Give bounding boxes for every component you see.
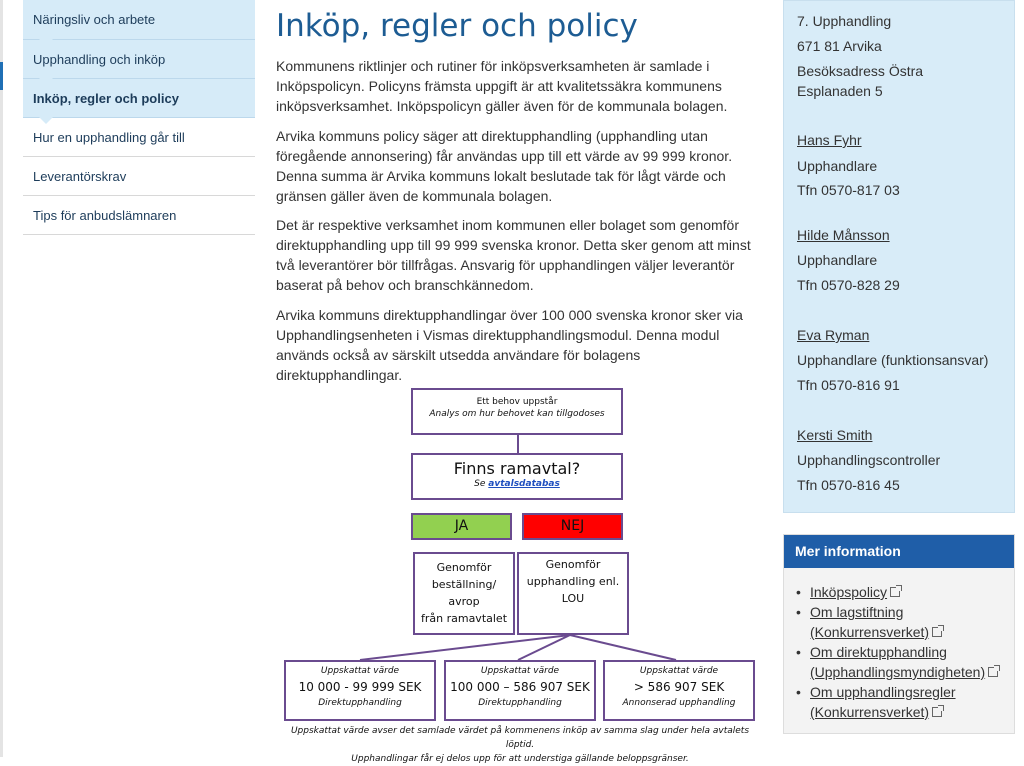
bullet-icon: • [796,584,801,600]
more-info-list [796,582,1011,722]
nav-item-label: Inköp, regler och policy [33,90,179,106]
tier-label: Uppskattat värde [480,666,560,676]
paragraph-4 [276,305,766,385]
nav-item-inkop-regler[interactable] [23,79,255,118]
text-line: direktupphandling upp till 99 999 svenska kronor. Detta sker genom att minst [276,237,751,253]
link-text: (Konkurrensverket) [810,704,930,720]
flow-box-yes: JA [411,513,512,540]
list-item [796,682,1011,722]
contact-role: Upphandlare (funktionsansvar) [797,352,989,368]
text-line: baserat på behov och branschkännedom. [276,277,534,293]
address-line: Besöksadress Östra [797,63,924,79]
flow-footnote [280,724,760,766]
tier-label: Uppskattat värde [320,666,400,676]
contact-phone: Tfn 0570-828 29 [797,277,900,293]
nav-item-leverantorskrav[interactable] [23,157,255,196]
tier-label: Uppskattat värde [639,666,719,676]
link-text: Om upphandlingsregler [810,684,956,700]
nav-item-upphandling[interactable] [23,40,255,79]
list-item [796,582,1011,602]
text-line: inköpsverksamhet. Inköpspolicyn gäller även för de kommunala bolagen. [276,98,728,114]
address-line: Esplanaden 5 [797,83,883,99]
nav-item-label: Hur en upphandling går till [33,129,185,145]
address-line: 7. Upphandling [797,13,892,29]
external-link-icon [988,667,998,677]
external-link-icon [932,627,942,637]
contact-name-link[interactable]: Kersti Smith [797,427,873,443]
flow-box-no: NEJ [522,513,623,540]
tier-type: Direktupphandling [318,698,402,708]
flow-sub-prefix: Se [474,479,489,489]
flow-text-line: upphandling enl. [526,575,620,588]
contact-name-link[interactable]: Hans Fyhr [797,132,862,148]
text-line: Det är respektive verksamhet inom kommunen eller bolaget som genomför [276,217,739,233]
nav-item-tips[interactable] [23,196,255,235]
link-lagstiftning[interactable] [810,604,929,640]
address-line: 671 81 Arvika [797,38,882,54]
tier-value: > 586 907 SEK [633,680,725,694]
flow-tier-2 [444,660,596,721]
more-info-panel [783,534,1015,734]
text-line: Arvika kommuns direktupphandlingar över 100 000 svenska kronor sker via [276,307,743,323]
text-line: Inköpspolicyn. Policyns främsta uppgift är att kvalitetssäkra kommunens [276,78,722,94]
nav-item-label: Näringsliv och arbete [33,12,156,27]
tier-type: Direktupphandling [478,698,562,708]
flow-text-line: Genomför [436,561,492,574]
contact-name-link[interactable]: Hilde Månsson [797,227,890,243]
flow-text-line: LOU [561,592,585,605]
bullet-icon: • [796,644,801,660]
text-line: Arvika kommuns policy säger att direktupphandling (upphandling utan [276,128,708,144]
external-link-icon [932,707,942,717]
text-line: föregående annonsering) får användas upp till ett värde av 99 999 kronor. [276,148,733,164]
flow-branch-lines [280,380,760,670]
nav-item-label: Leverantörskrav [33,168,127,184]
flow-text-line: beställning/ avrop [431,578,497,608]
contact-role: Upphandlare [797,252,878,268]
nav-item-hur-upphandling[interactable] [23,118,255,157]
paragraph-2 [276,126,766,206]
avtalsdatabas-link[interactable]: avtalsdatabas [488,479,560,489]
left-edge-strip [0,0,3,757]
text-line: två leverantörer bör tillfrågas. Ansvarig för upphandlingen väljer leverantör [276,257,735,273]
paragraph-1 [276,56,766,116]
list-item [796,602,1011,642]
text-line: Upphandlingsenheten i Vismas direktupphandlingsmodul. Denna modul [276,327,720,343]
list-item [796,642,1011,682]
text-line: används också av särskilt utsedda användare för bolagens direktupphandlingar. [276,347,641,383]
nav-notch-icon [39,78,53,85]
text-line: Denna summa är Arvika kommuns lokalt beslutade tak för lågt värde och [276,168,726,184]
contact-phone: Tfn 0570-816 91 [797,377,900,393]
procurement-flowchart [280,380,760,764]
tier-value: 100 000 – 586 907 SEK [450,680,590,694]
contact-phone: Tfn 0570-817 03 [797,182,900,198]
flow-text-line: Genomför [545,558,601,571]
paragraph-3 [276,215,766,295]
contact-name-link[interactable]: Eva Ryman [797,327,870,343]
link-text: Om lagstiftning [810,604,904,620]
nav-notch-icon [39,117,53,124]
bullet-icon: • [796,604,801,620]
bullet-icon: • [796,684,801,700]
nav-item-naringsliv[interactable] [23,0,255,40]
tier-type: Annonserad upphandling [622,698,736,708]
link-direktupphandling[interactable] [810,644,985,680]
flow-box-subtitle: Analys om hur behovet kan tillgodoses [429,409,605,419]
link-text: (Upphandlingsmyndigheten) [810,664,986,680]
nav-item-label: Tips för anbudslämnaren [33,207,177,223]
tier-value: 10 000 - 99 999 SEK [298,680,422,694]
footnote-line: Upphandlingar får ej delos upp för att understiga gällande beloppsgränser. [351,754,689,764]
nav-notch-icon [39,39,53,46]
contact-panel [783,0,1015,513]
flow-tier-3 [603,660,755,721]
nav-item-label: Upphandling och inköp [33,51,166,67]
sidebar-nav [23,0,255,235]
flow-tier-1 [284,660,436,721]
flow-box-title: Ett behov uppstår [476,397,558,407]
contact-phone: Tfn 0570-816 45 [797,477,900,493]
left-edge-marker [0,62,3,90]
link-inkopspolicy[interactable] [810,584,887,600]
external-link-icon [890,587,900,597]
text-line: gränsen gäller även de kommunala bolagen. [276,188,553,204]
footnote-line: Uppskattat värde avser det samlade värdet på kommenens inköp av samma slag under hela avtalets löptid. [290,726,750,750]
contact-role: Upphandlare [797,158,878,174]
flow-text-line: från ramavtalet [420,612,508,625]
page-title: Inköp, regler och policy [276,8,638,44]
more-info-heading: Mer information [784,535,1014,568]
text-line: Kommunens riktlinjer och rutiner för inköpsverksamheten är samlade i [276,58,710,74]
link-text: Om direktupphandling [810,644,947,660]
contact-role: Upphandlingscontroller [797,452,941,468]
link-text: Inköpspolicy [810,584,888,600]
link-text: (Konkurrensverket) [810,624,930,640]
flow-box-title: Finns ramavtal? [453,459,581,478]
